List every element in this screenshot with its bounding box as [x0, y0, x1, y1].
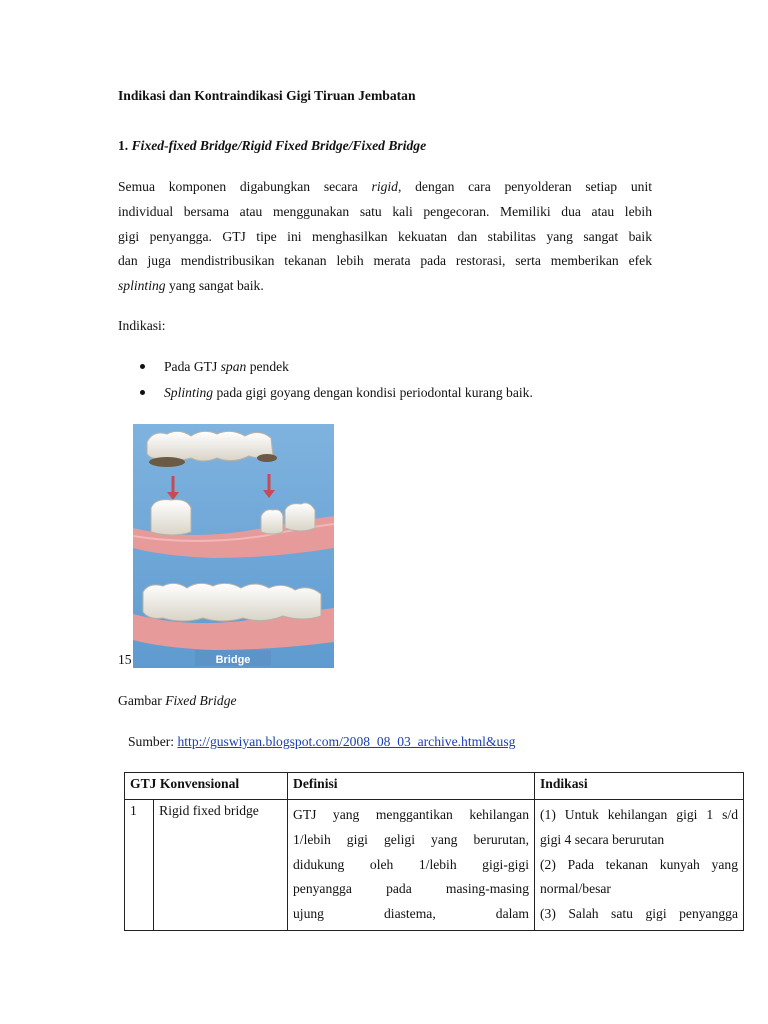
- paragraph-line: Semua komponen digabungkan secara rigid, dengan cara penyolderan setiap unit: [118, 179, 652, 194]
- body-paragraph: [118, 175, 652, 299]
- paragraph-line: gigi penyangga. GTJ tipe ini menghasilkan kekuatan dan stabilitas yang sangat baik: [118, 228, 652, 244]
- list-item: Pada GTJ span pendek: [140, 357, 533, 383]
- header-indikasi: Indikasi: [535, 773, 744, 800]
- header-definisi: Definisi: [288, 773, 535, 800]
- fixed-bridge-image: [133, 424, 334, 668]
- list-item: Splinting pada gigi goyang dengan kondisi periodontal kurang baik.: [140, 383, 533, 409]
- bridge-image-label: Bridge: [215, 654, 251, 666]
- row-name: Rigid fixed bridge: [154, 800, 288, 931]
- row-number: 1: [125, 800, 154, 931]
- row-definisi: GTJ yang menggantikan kehilangan 1/lebih gigi geligi yang berurutan, didukung oleh 1/lebih gigi-gigi penyangga pada masing-masing ujung diastema, dalam: [288, 800, 535, 931]
- section-number: 1.: [118, 138, 129, 153]
- indikasi-label: Indikasi:: [118, 318, 166, 333]
- row-indikasi: (1) Untuk kehilangan gigi 1 s/d gigi 4 secara berurutan (2) Pada tekanan kunyah yang normal/besar (3) Salah satu gigi penyangga: [535, 800, 744, 931]
- document-title: Indikasi dan Kontraindikasi Gigi Tiruan Jembatan: [118, 88, 416, 103]
- table-row: [125, 800, 744, 931]
- header-gtj-konvensional: GTJ Konvensional: [125, 773, 288, 800]
- table-header-row: [125, 773, 744, 800]
- paragraph-line: individual bersama atau menggunakan satu kali pengecoran. Memiliki dua atau lebih: [118, 203, 652, 219]
- indikasi-list: [140, 357, 533, 409]
- source-line: [128, 734, 515, 750]
- source-label: Sumber:: [128, 734, 178, 749]
- section-title: Fixed-fixed Bridge/Rigid Fixed Bridge/Fixed Bridge: [131, 138, 427, 153]
- paragraph-line: dan juga mendistribusikan tekanan lebih merata pada restorasi, serta memberikan efek: [118, 253, 652, 269]
- figure-caption: Gambar Fixed Bridge: [118, 693, 237, 708]
- gtj-table: [124, 772, 744, 931]
- image-number: 15: [118, 652, 132, 667]
- source-link[interactable]: http://guswiyan.blogspot.com/2008_08_03_archive.html&usg: [177, 734, 516, 749]
- paragraph-line: splinting yang sangat baik.: [118, 278, 264, 294]
- section-heading: [118, 138, 426, 154]
